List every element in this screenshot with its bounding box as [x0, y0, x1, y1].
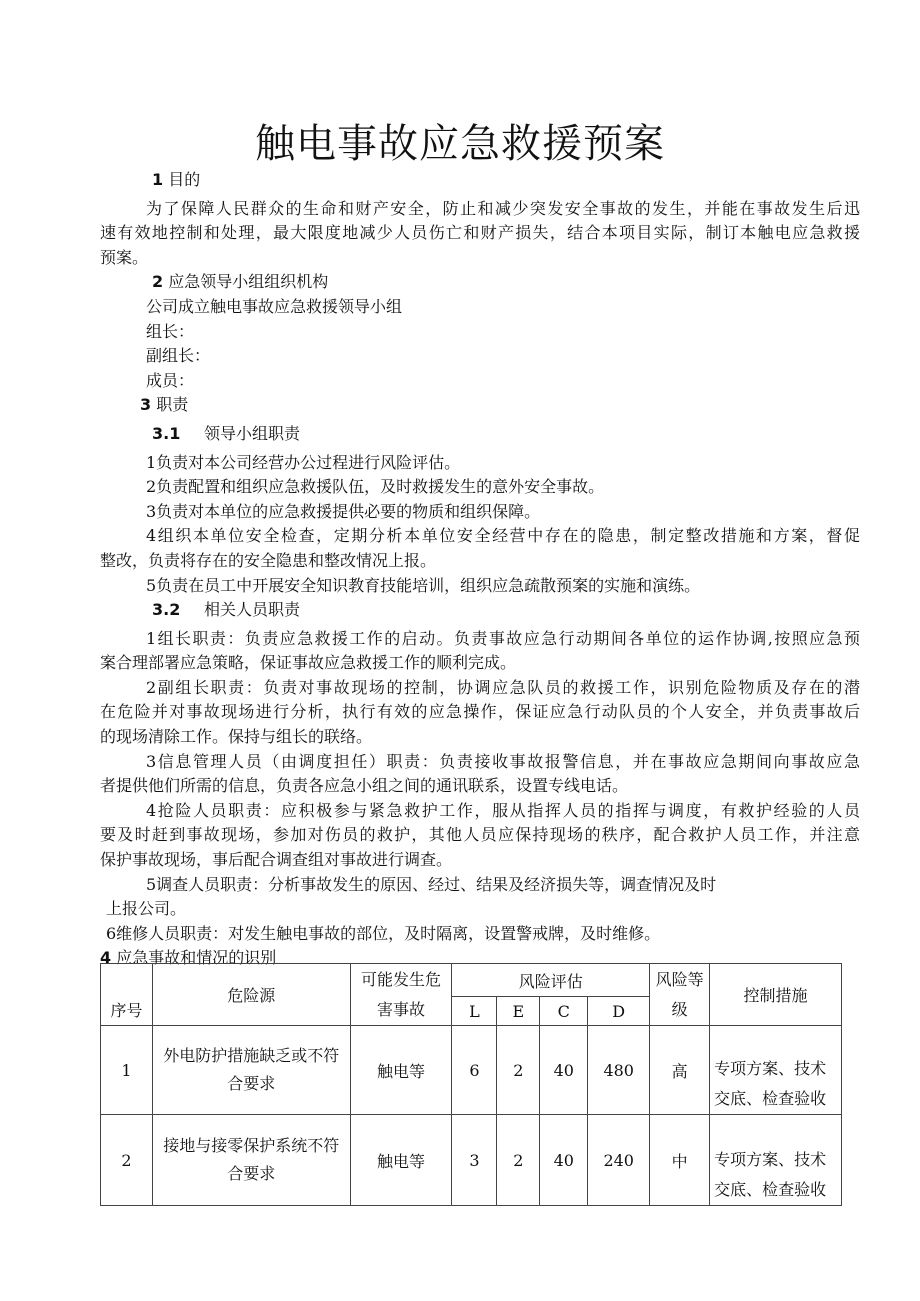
section-3-heading: 3 职责: [140, 395, 189, 415]
section-1-heading: 1 目的: [152, 170, 201, 189]
paragraph-line: 6维修人员职责：对发生触电事故的部位，及时隔离，设置警戒牌，及时维修。: [106, 923, 661, 943]
header-C: C: [540, 997, 588, 1026]
header-level: 风险等 级: [650, 964, 710, 1026]
paragraph-line: 保护事故现场，事后配合调查组对事故进行调查。: [100, 850, 453, 870]
header-L: L: [452, 997, 497, 1026]
paragraph-line: 2负责配置和组织应急救援队伍，及时救援发生的意外安全事故。: [146, 477, 605, 497]
paragraph-line: 1负责对本公司经营办公过程进行风险评估。: [146, 452, 461, 472]
cell-control: 专项方案、技术 交底、检查验收: [710, 1115, 842, 1206]
cell-no: 1: [101, 1026, 153, 1115]
paragraph-line: 预案。: [100, 247, 149, 267]
section-3-1-heading: 3.1 领导小组职责: [152, 423, 301, 443]
header-control: 控制措施: [710, 964, 842, 1026]
cell-hazard: 接地与接零保护系统不符 合要求: [152, 1115, 350, 1206]
paragraph-line: 者提供他们所需的信息，负责各应急小组之间的通讯联系，设置专线电话。: [100, 776, 629, 796]
paragraph-line: 的现场清除工作。保持与组长的联络。: [100, 727, 373, 747]
paragraph-line: 要及时赶到事故现场，参加对伤员的救护，其他人员应保持现场的秩序，配合救护人员工作，并注意: [100, 825, 860, 845]
table-row: [101, 1115, 842, 1206]
header-E: E: [497, 997, 540, 1026]
table-row: [101, 1026, 842, 1115]
header-hazard: 危险源: [152, 964, 350, 1026]
paragraph-line: 速有效地控制和处理，最大限度地减少人员伤亡和财产损失，结合本项目实际，制订本触电应急救援: [100, 223, 860, 243]
paragraph-line: 在危险并对事故现场进行分析，执行有效的应急操作，保证应急行动队员的个人安全，并负责事故后: [100, 702, 860, 722]
paragraph-line: 5调查人员职责：分析事故发生的原因、经过、结果及经济损失等，调查情况及时: [146, 874, 717, 894]
cell-D: 480: [588, 1026, 650, 1115]
cell-E: 2: [497, 1026, 540, 1115]
section-2-heading: 2 应急领导小组组织机构: [152, 272, 329, 292]
cell-accident: 触电等: [350, 1115, 452, 1206]
cell-L: 3: [452, 1115, 497, 1206]
header-no: 序号: [101, 964, 153, 1026]
cell-C: 40: [540, 1115, 588, 1206]
header-D: D: [588, 997, 650, 1026]
field-label-deputy: 副组长：: [146, 346, 211, 366]
header-risk: 风险评估: [452, 964, 650, 997]
cell-control: 专项方案、技术 交底、检查验收: [710, 1026, 842, 1115]
paragraph-line: 整改，负责将存在的安全隐患和整改情况上报。: [100, 550, 437, 570]
field-label-leader: 组长：: [146, 321, 195, 341]
paragraph-line: 4抢险人员职责：应积极参与紧急救护工作，服从指挥人员的指挥与调度，有救护经验的人员: [146, 800, 860, 820]
section-4-heading: 4 应急事故和情况的识别: [100, 948, 277, 968]
cell-E: 2: [497, 1115, 540, 1206]
cell-level: 中: [650, 1115, 710, 1206]
paragraph-line: 1组长职责：负责应急救援工作的启动。负责事故应急行动期间各单位的运作协调,按照应急预: [146, 628, 860, 648]
paragraph-line: 3信息管理人员（由调度担任）职责：负责接收事故报警信息，并在事故应急期间向事故应急: [146, 751, 860, 771]
field-label-members: 成员：: [146, 370, 195, 390]
paragraph-line: 上报公司。: [106, 899, 187, 919]
risk-table: [100, 963, 842, 1206]
header-accident: 可能发生危 害事故: [350, 964, 452, 1026]
cell-accident: 触电等: [350, 1026, 452, 1115]
document-title: 触电事故应急救援预案: [255, 121, 665, 167]
cell-D: 240: [588, 1115, 650, 1206]
paragraph-line: 公司成立触电事故应急救援领导小组: [146, 296, 403, 316]
cell-L: 6: [452, 1026, 497, 1115]
paragraph-line: 案合理部署应急策略，保证事故应急救援工作的顺利完成。: [100, 653, 517, 673]
document-body: [100, 168, 860, 971]
paragraph-line: 4组织本单位安全检查，定期分析本单位安全经营中存在的隐患，制定整改措施和方案，督促: [146, 526, 860, 546]
cell-no: 2: [101, 1115, 153, 1206]
paragraph-line: 5负责在员工中开展安全知识教育技能培训，组织应急疏散预案的实施和演练。: [146, 575, 701, 595]
paragraph-line: 为了保障人民群众的生命和财产安全，防止和减少突发安全事故的发生，并能在事故发生后迅: [146, 198, 860, 218]
paragraph-line: 3负责对本单位的应急救援提供必要的物质和组织保障。: [146, 501, 541, 521]
paragraph-line: 2副组长职责：负责对事故现场的控制，协调应急队员的救援工作，识别危险物质及存在的潜: [146, 677, 860, 697]
cell-level: 高: [650, 1026, 710, 1115]
section-3-2-heading: 3.2 相关人员职责: [152, 600, 301, 620]
cell-C: 40: [540, 1026, 588, 1115]
cell-hazard: 外电防护措施缺乏或不符 合要求: [152, 1026, 350, 1115]
